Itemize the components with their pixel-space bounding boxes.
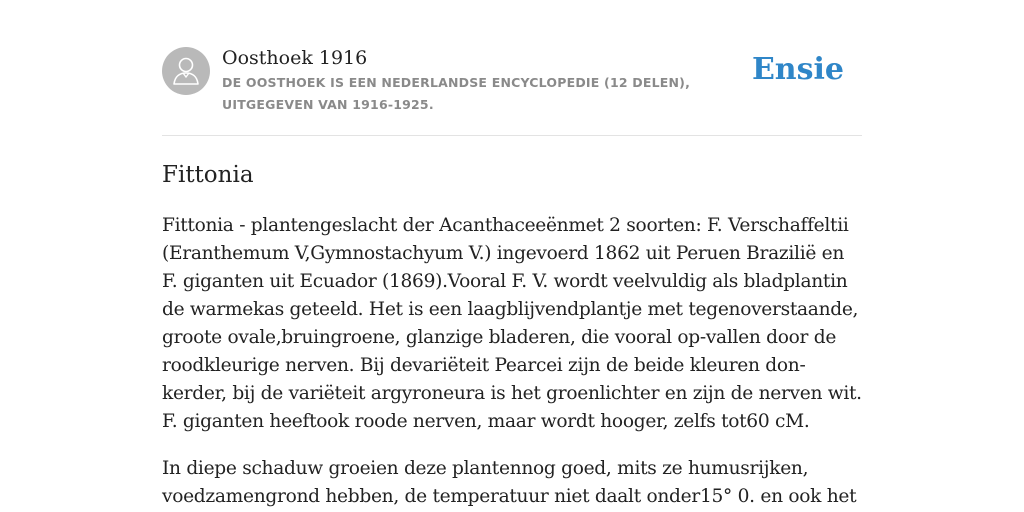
source-info xyxy=(222,45,762,116)
source-header xyxy=(162,0,862,136)
article-paragraph: In diepe schaduw groeien deze plantennog goed, mits ze humusrijken, voedzamengrond hebben, de temperatuur niet daalt onder15° 0. en ook het xyxy=(162,458,857,507)
source-description: DE OOSTHOEK IS EEN NEDERLANDSE ENCYCLOPEDIE (12 DELEN), UITGEGEVEN VAN 1916-1925. xyxy=(222,75,691,112)
article-paragraph: Fittonia - plantengeslacht der Acanthaceeënmet 2 soorten: F. Verschaffeltii (Eranthemum V,Gymnostachyum V.) ingevoerd 1862 uit Peruen Brazilië en F. giganten uit Ecuador (1869).Vooral F. V. wordt veelvuldig als bladplantin de warmekas geteeld. Het is een laagblijvendplantje met tegenoverstaande, groote ovale,bruingroene, glanzige bladeren, die vooral op-vallen door de roodkleurige nerven. Bij devariëteit Pearcei zijn de beide kleuren don-kerder, bij de variëteit argyroneura is het groenlichter en zijn de nerven wit. F. giganten heeftook roode nerven, maar wordt hooger, zelfs tot60 cM. xyxy=(162,215,862,432)
article-body xyxy=(162,212,862,512)
brand-logo[interactable]: Ensie xyxy=(751,52,844,87)
content-column xyxy=(162,0,862,507)
avatar xyxy=(162,47,210,95)
article-title: Fittonia xyxy=(162,162,254,188)
source-title[interactable]: Oosthoek 1916 xyxy=(222,47,368,69)
user-icon xyxy=(171,55,201,87)
